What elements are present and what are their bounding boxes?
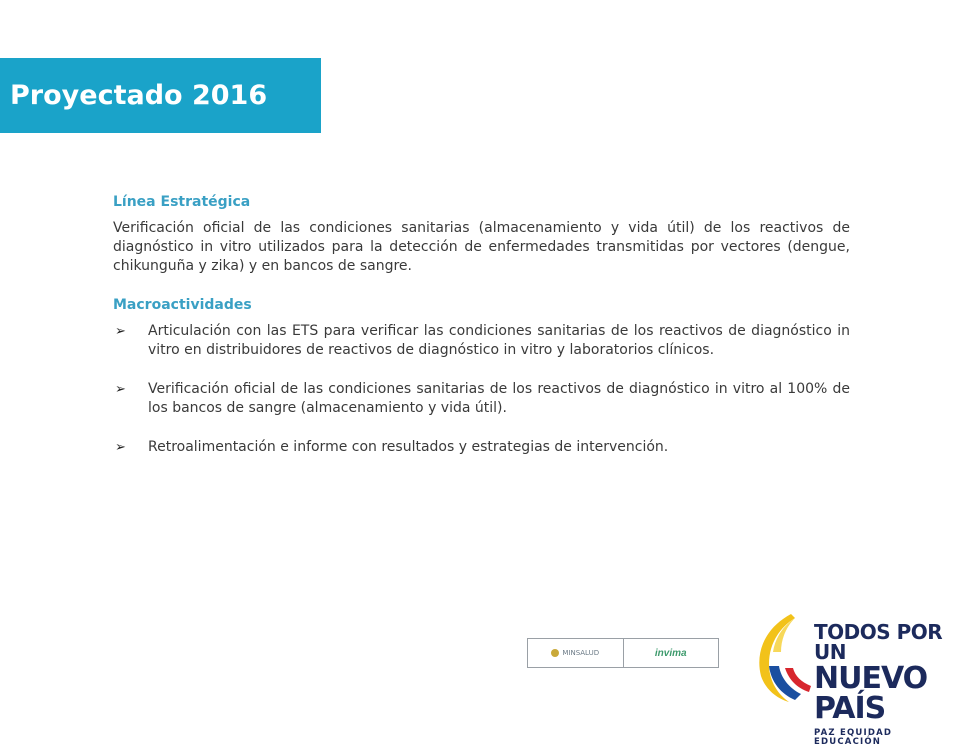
arrow-bullet-icon: ➢ xyxy=(115,382,126,397)
coat-of-arms-icon xyxy=(551,649,559,657)
invima-logo-text: invima xyxy=(654,647,687,659)
brand-wordmark xyxy=(814,622,951,746)
minsalud-logo xyxy=(528,639,623,667)
linea-text: Verificación oficial de las condiciones sanitarias (almacenamiento y vida útil) de los reactivos de diagnóstico in vitro utilizados para la detección de enfermedades transmitidas por vectores (dengue, chikunguña y zika) y en bancos de sangre. xyxy=(113,220,850,274)
linea-heading: Línea Estratégica xyxy=(113,194,251,210)
arrow-bullet-icon: ➢ xyxy=(115,324,126,339)
arrow-bullet-icon: ➢ xyxy=(115,440,126,455)
brand-swoosh-icon xyxy=(751,608,815,708)
macro-heading: Macroactividades xyxy=(113,297,252,313)
brand-line-3: PAZ EQUIDAD EDUCACIÓN xyxy=(814,728,893,747)
list-item xyxy=(113,322,850,360)
invima-logo xyxy=(623,639,719,667)
list-item-text: Retroalimentación e informe con resultados y estrategias de intervención. xyxy=(148,439,669,455)
title-banner xyxy=(0,58,321,133)
list-item xyxy=(113,438,850,457)
macro-list xyxy=(113,322,850,457)
government-brand-logo xyxy=(751,608,951,747)
list-item-text: Verificación oficial de las condiciones sanitarias de los reactivos de diagnóstico in vitro al 100% de los bancos de sangre (almacenamiento y vida útil). xyxy=(148,381,850,416)
list-item-text: Articulación con las ETS para verificar las condiciones sanitarias de los reactivos de diagnóstico in vitro en distribuidores de reactivos de diagnóstico in vitro y laboratorios clínicos. xyxy=(148,323,850,358)
page-title: Proyectado 2016 xyxy=(10,80,268,111)
slide-content xyxy=(113,193,850,477)
partner-logos xyxy=(527,638,719,668)
brand-line-2: NUEVO PAÍS xyxy=(814,661,928,726)
brand-line-1: TODOS POR UN xyxy=(814,620,943,664)
minsalud-logo-text: MINSALUD xyxy=(562,649,600,657)
list-item xyxy=(113,380,850,418)
